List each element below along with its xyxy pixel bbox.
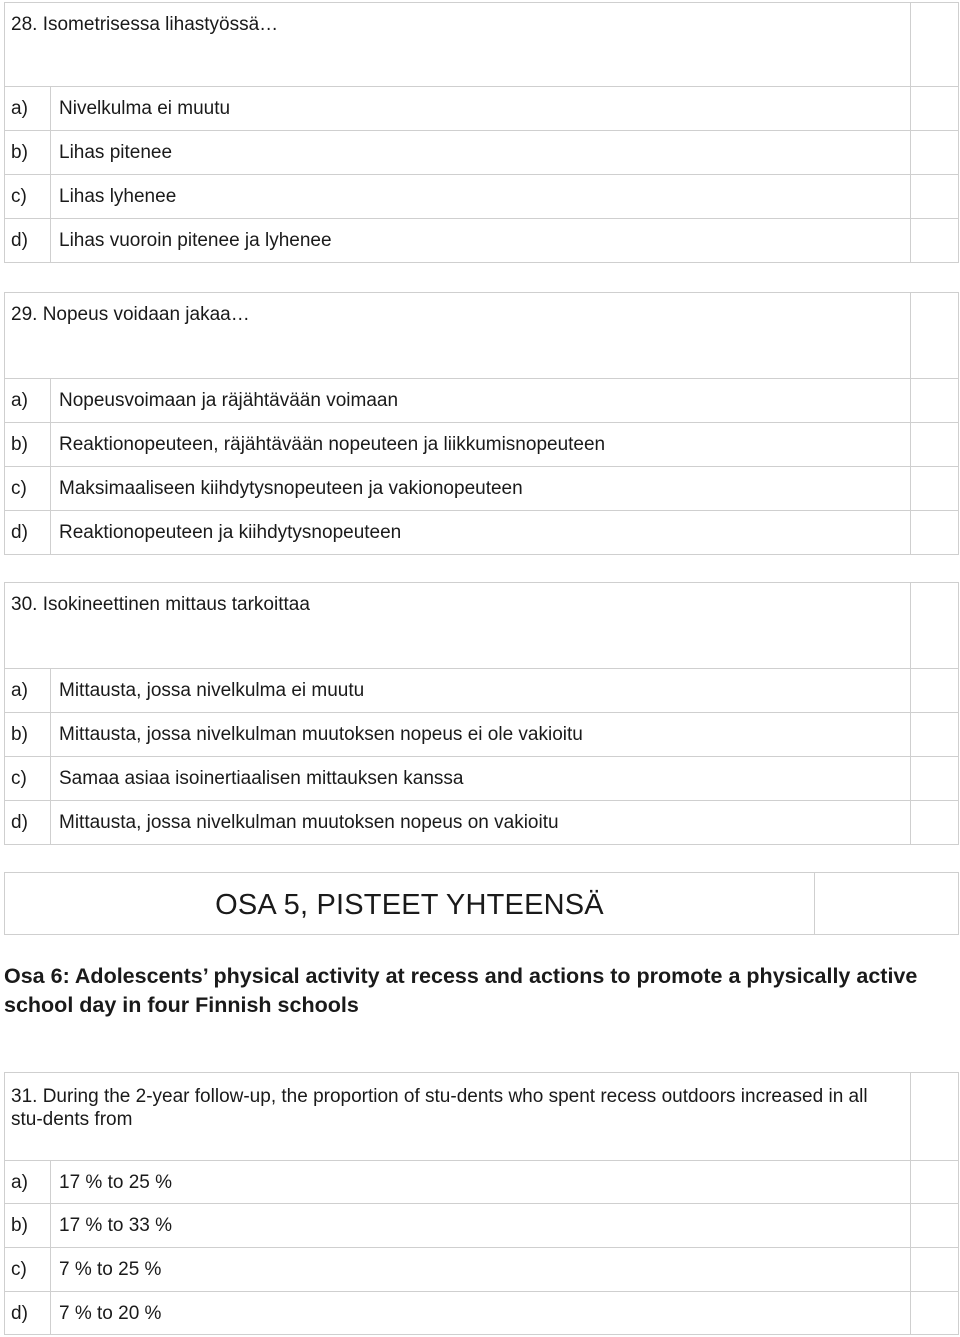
- option-text: Mittausta, jossa nivelkulma ei muutu: [51, 669, 911, 713]
- option-letter: b): [5, 423, 51, 467]
- option-text: 7 % to 20 %: [51, 1292, 911, 1335]
- option-answer-box[interactable]: [911, 713, 959, 757]
- option-letter: d): [5, 219, 51, 263]
- option-letter: d): [5, 1292, 51, 1335]
- section-title: Osa 6: Adolescents’ physical activity at recess and actions to promote a physically active school day in four Finnish schools: [4, 964, 918, 1017]
- answer-box[interactable]: [911, 1073, 959, 1161]
- option-text: Reaktionopeuteen ja kiihdytysnopeuteen: [51, 511, 911, 555]
- option-text: Lihas lyhenee: [51, 175, 911, 219]
- option-answer-box[interactable]: [911, 1161, 959, 1204]
- option-text: Samaa asiaa isoinertiaalisen mittauksen kanssa: [51, 757, 911, 801]
- option-answer-box[interactable]: [911, 757, 959, 801]
- option-text: Nivelkulma ei muutu: [51, 87, 911, 131]
- option-letter: b): [5, 131, 51, 175]
- question-31-text: 31. During the 2-year follow-up, the proportion of stu-dents who spent recess outdoors increased in all stu-dents from: [5, 1073, 911, 1161]
- option-text: Lihas vuoroin pitenee ja lyhenee: [51, 219, 911, 263]
- option-answer-box[interactable]: [911, 219, 959, 263]
- answer-box[interactable]: [911, 3, 959, 87]
- total-points-table: [4, 872, 959, 935]
- option-letter: c): [5, 757, 51, 801]
- option-letter: d): [5, 801, 51, 845]
- question-28-table: [4, 2, 959, 263]
- option-text: Mittausta, jossa nivelkulman muutoksen nopeus on vakioitu: [51, 801, 911, 845]
- option-text: 17 % to 33 %: [51, 1204, 911, 1248]
- option-letter: a): [5, 1161, 51, 1204]
- option-answer-box[interactable]: [911, 801, 959, 845]
- option-answer-box[interactable]: [911, 131, 959, 175]
- option-text: Nopeusvoimaan ja räjähtävään voimaan: [51, 379, 911, 423]
- total-points-box[interactable]: [815, 873, 959, 935]
- option-letter: a): [5, 379, 51, 423]
- option-answer-box[interactable]: [911, 1292, 959, 1335]
- option-letter: a): [5, 87, 51, 131]
- answer-box[interactable]: [911, 583, 959, 669]
- question-29-text: 29. Nopeus voidaan jakaa…: [5, 293, 911, 379]
- question-30-table: [4, 582, 959, 845]
- option-answer-box[interactable]: [911, 87, 959, 131]
- answer-box[interactable]: [911, 293, 959, 379]
- option-letter: b): [5, 1204, 51, 1248]
- option-letter: c): [5, 175, 51, 219]
- question-29-table: [4, 292, 959, 555]
- option-letter: c): [5, 467, 51, 511]
- option-answer-box[interactable]: [911, 1204, 959, 1248]
- option-answer-box[interactable]: [911, 379, 959, 423]
- option-text: 17 % to 25 %: [51, 1161, 911, 1204]
- total-points-label: OSA 5, PISTEET YHTEENSÄ: [5, 873, 815, 935]
- option-answer-box[interactable]: [911, 511, 959, 555]
- option-text: Mittausta, jossa nivelkulman muutoksen nopeus ei ole vakioitu: [51, 713, 911, 757]
- option-text: 7 % to 25 %: [51, 1248, 911, 1292]
- question-31-table: [4, 1072, 959, 1335]
- option-letter: b): [5, 713, 51, 757]
- question-30-text: 30. Isokineettinen mittaus tarkoittaa: [5, 583, 911, 669]
- option-text: Reaktionopeuteen, räjähtävään nopeuteen ja liikkumisnopeuteen: [51, 423, 911, 467]
- option-letter: a): [5, 669, 51, 713]
- option-text: Lihas pitenee: [51, 131, 911, 175]
- option-answer-box[interactable]: [911, 467, 959, 511]
- question-28-text: 28. Isometrisessa lihastyössä…: [5, 3, 911, 87]
- option-letter: d): [5, 511, 51, 555]
- option-answer-box[interactable]: [911, 175, 959, 219]
- option-answer-box[interactable]: [911, 1248, 959, 1292]
- option-answer-box[interactable]: [911, 669, 959, 713]
- option-answer-box[interactable]: [911, 423, 959, 467]
- option-letter: c): [5, 1248, 51, 1292]
- option-text: Maksimaaliseen kiihdytysnopeuteen ja vakionopeuteen: [51, 467, 911, 511]
